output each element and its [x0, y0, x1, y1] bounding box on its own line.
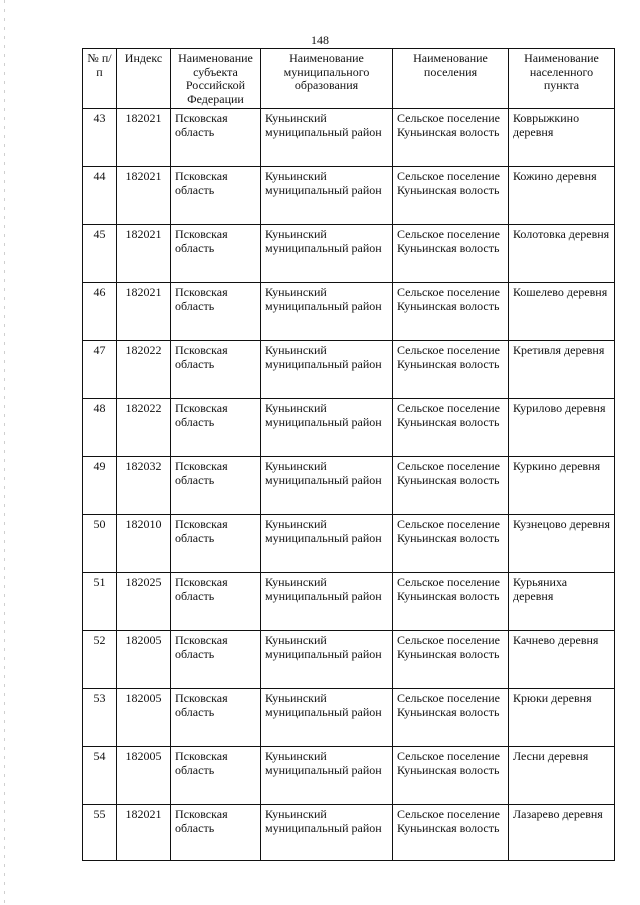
scan-edge-marks: [4, 0, 5, 905]
cell-locality: Колотовка деревня: [509, 225, 615, 283]
cell-number: 50: [83, 515, 117, 573]
cell-locality: Кузнецово деревня: [509, 515, 615, 573]
cell-number: 53: [83, 689, 117, 747]
cell-municipality: Куньинский муниципальный район: [261, 457, 393, 515]
table-row: [83, 167, 615, 225]
cell-settlement: Сельское поселение Куньинская волость: [393, 225, 509, 283]
cell-subject: Псковская область: [171, 341, 261, 399]
cell-municipality: Куньинский муниципальный район: [261, 689, 393, 747]
cell-number: 54: [83, 747, 117, 805]
table-row: [83, 631, 615, 689]
cell-subject: Псковская область: [171, 167, 261, 225]
cell-municipality: Куньинский муниципальный район: [261, 399, 393, 457]
cell-index: 182021: [117, 805, 171, 861]
cell-locality: Кретивля деревня: [509, 341, 615, 399]
cell-municipality: Куньинский муниципальный район: [261, 515, 393, 573]
table-row: [83, 341, 615, 399]
settlements-table: [82, 48, 615, 861]
cell-subject: Псковская область: [171, 689, 261, 747]
cell-settlement: Сельское поселение Куньинская волость: [393, 109, 509, 167]
table-row: [83, 805, 615, 861]
table-body: [83, 109, 615, 861]
header-number: № п/п: [83, 49, 117, 109]
cell-index: 182022: [117, 341, 171, 399]
table-row: [83, 515, 615, 573]
cell-index: 182021: [117, 283, 171, 341]
cell-settlement: Сельское поселение Куньинская волость: [393, 283, 509, 341]
header-subject: Наименование субъекта Российской Федерации: [171, 49, 261, 109]
cell-index: 182010: [117, 515, 171, 573]
cell-subject: Псковская область: [171, 399, 261, 457]
cell-number: 45: [83, 225, 117, 283]
cell-number: 51: [83, 573, 117, 631]
cell-locality: Кошелево деревня: [509, 283, 615, 341]
cell-locality: Курилово деревня: [509, 399, 615, 457]
cell-municipality: Куньинский муниципальный район: [261, 109, 393, 167]
cell-settlement: Сельское поселение Куньинская волость: [393, 515, 509, 573]
cell-municipality: Куньинский муниципальный район: [261, 225, 393, 283]
cell-index: 182005: [117, 747, 171, 805]
cell-settlement: Сельское поселение Куньинская волость: [393, 805, 509, 861]
cell-municipality: Куньинский муниципальный район: [261, 805, 393, 861]
cell-settlement: Сельское поселение Куньинская волость: [393, 631, 509, 689]
cell-settlement: Сельское поселение Куньинская волость: [393, 167, 509, 225]
header-municipality: Наименование муниципального образования: [261, 49, 393, 109]
cell-subject: Псковская область: [171, 631, 261, 689]
cell-municipality: Куньинский муниципальный район: [261, 283, 393, 341]
cell-settlement: Сельское поселение Куньинская волость: [393, 457, 509, 515]
cell-index: 182021: [117, 109, 171, 167]
cell-locality: Качнево деревня: [509, 631, 615, 689]
cell-locality: Лазарево деревня: [509, 805, 615, 861]
table-row: [83, 225, 615, 283]
table-header-row: [83, 49, 615, 109]
header-locality: Наименование населенного пункта: [509, 49, 615, 109]
cell-index: 182025: [117, 573, 171, 631]
cell-number: 44: [83, 167, 117, 225]
cell-municipality: Куньинский муниципальный район: [261, 341, 393, 399]
cell-number: 46: [83, 283, 117, 341]
table-row: [83, 457, 615, 515]
cell-number: 43: [83, 109, 117, 167]
table-row: [83, 689, 615, 747]
cell-subject: Псковская область: [171, 573, 261, 631]
cell-locality: Крюки деревня: [509, 689, 615, 747]
cell-subject: Псковская область: [171, 747, 261, 805]
cell-index: 182005: [117, 631, 171, 689]
cell-number: 47: [83, 341, 117, 399]
cell-subject: Псковская область: [171, 515, 261, 573]
table-row: [83, 399, 615, 457]
cell-settlement: Сельское поселение Куньинская волость: [393, 689, 509, 747]
table-row: [83, 109, 615, 167]
cell-settlement: Сельское поселение Куньинская волость: [393, 341, 509, 399]
cell-locality: Кожино деревня: [509, 167, 615, 225]
table-row: [83, 747, 615, 805]
table-row: [83, 283, 615, 341]
cell-subject: Псковская область: [171, 225, 261, 283]
cell-settlement: Сельское поселение Куньинская волость: [393, 747, 509, 805]
page-number: 148: [311, 33, 329, 47]
cell-index: 182032: [117, 457, 171, 515]
cell-index: 182022: [117, 399, 171, 457]
cell-index: 182021: [117, 167, 171, 225]
cell-subject: Псковская область: [171, 457, 261, 515]
cell-municipality: Куньинский муниципальный район: [261, 167, 393, 225]
table-row: [83, 573, 615, 631]
cell-subject: Псковская область: [171, 109, 261, 167]
cell-municipality: Куньинский муниципальный район: [261, 573, 393, 631]
cell-number: 49: [83, 457, 117, 515]
cell-locality: Куркино деревня: [509, 457, 615, 515]
cell-number: 48: [83, 399, 117, 457]
cell-municipality: Куньинский муниципальный район: [261, 747, 393, 805]
cell-locality: Лесни деревня: [509, 747, 615, 805]
cell-locality: Курьяниха деревня: [509, 573, 615, 631]
cell-index: 182005: [117, 689, 171, 747]
cell-index: 182021: [117, 225, 171, 283]
cell-settlement: Сельское поселение Куньинская волость: [393, 573, 509, 631]
cell-number: 52: [83, 631, 117, 689]
cell-settlement: Сельское поселение Куньинская волость: [393, 399, 509, 457]
header-index: Индекс: [117, 49, 171, 109]
cell-subject: Псковская область: [171, 805, 261, 861]
cell-subject: Псковская область: [171, 283, 261, 341]
cell-locality: Коврыжкино деревня: [509, 109, 615, 167]
header-settlement: Наименование поселения: [393, 49, 509, 109]
cell-number: 55: [83, 805, 117, 861]
cell-municipality: Куньинский муниципальный район: [261, 631, 393, 689]
